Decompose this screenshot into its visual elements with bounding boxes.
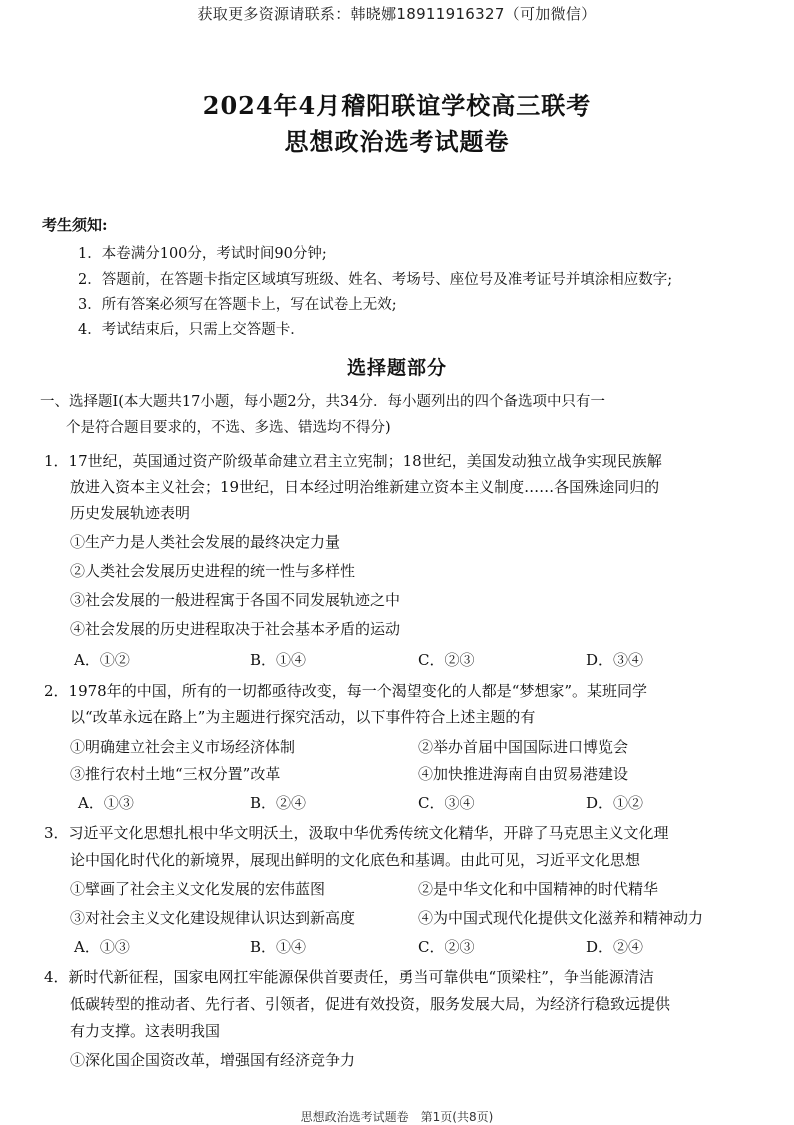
statement: ②举办首届中国国际进口博览会 — [418, 738, 629, 756]
answer-option-b: B．①④ — [250, 938, 307, 956]
statement: ④为中国式现代化提供文化滋养和精神动力 — [418, 909, 704, 927]
statement: ④社会发展的历史进程取决于社会基本矛盾的运动 — [70, 620, 401, 638]
exam-title: 2024年4月稽阳联谊学校高三联考 — [202, 91, 592, 120]
answer-option-d: D．②④ — [586, 938, 644, 956]
question-stem: 放进入资本主义社会；19世纪，日本经过明治维新建立资本主义制度……各国殊途同归的 — [70, 478, 660, 496]
exam-subtitle: 思想政治选考试题卷 — [284, 127, 510, 156]
question-stem: 2．1978年的中国，所有的一切都亟待改变，每一个渴望变化的人都是“梦想家”。某班同学 — [44, 682, 648, 700]
question-stem: 以“改革永远在路上”为主题进行探究活动，以下事件符合上述主题的有 — [70, 708, 536, 726]
question-stem: 有力支撑。这表明我国 — [70, 1022, 221, 1040]
statement: ①擘画了社会主义文化发展的宏伟蓝图 — [70, 880, 326, 898]
section-instruction: 个是符合题目要求的，不选、多选、错选均不得分) — [66, 420, 391, 436]
answer-option-d: D．③④ — [586, 651, 644, 669]
statement: ④加快推进海南自由贸易港建设 — [418, 765, 629, 783]
notice-item: 2．答题前，在答题卡指定区域填写班级、姓名、考场号、座位号及准考证号并填涂相应数字; — [78, 272, 673, 288]
statement: ③推行农村土地“三权分置”改革 — [70, 765, 281, 783]
answer-option-c: C．③④ — [418, 794, 475, 812]
statement: ①深化国企国资改革，增强国有经济竞争力 — [70, 1051, 356, 1069]
answer-option-b: B．①④ — [250, 651, 307, 669]
answer-option-c: C．②③ — [418, 938, 475, 956]
answer-option-d: D．①② — [586, 794, 644, 812]
notice-heading: 考生须知: — [42, 216, 108, 234]
statement: ②人类社会发展历史进程的统一性与多样性 — [70, 562, 356, 580]
statement: ③对社会主义文化建设规律认识达到新高度 — [70, 909, 356, 927]
question-stem: 论中国化时代化的新境界，展现出鲜明的文化底色和基调。由此可见，习近平文化思想 — [70, 851, 641, 869]
answer-option-a: A．①③ — [74, 938, 130, 956]
notice-item: 1．本卷满分100分，考试时间90分钟; — [78, 246, 327, 262]
section-title: 选择题部分 — [346, 357, 447, 379]
page-footer: 思想政治选考试题卷 第1页(共8页) — [300, 1110, 494, 1124]
statement: ①明确建立社会主义市场经济体制 — [70, 738, 296, 756]
statement: ①生产力是人类社会发展的最终决定力量 — [70, 533, 341, 551]
notice-item: 4．考试结束后，只需上交答题卡． — [78, 322, 305, 338]
question-stem: 1．17世纪，英国通过资产阶级革命建立君主立宪制；18世纪，美国发动独立战争实现民族解 — [44, 452, 662, 470]
answer-option-a: A．①② — [74, 651, 130, 669]
question-stem: 3．习近平文化思想扎根中华文明沃土，汲取中华优秀传统文化精华，开辟了马克思主义文化理 — [44, 824, 669, 842]
question-stem: 历史发展轨迹表明 — [70, 504, 191, 522]
notice-item: 3．所有答案必须写在答题卡上，写在试卷上无效; — [78, 297, 397, 313]
answer-option-b: B．②④ — [250, 794, 307, 812]
watermark-contact: 获取更多资源请联系：韩晓娜18911916327（可加微信） — [197, 5, 597, 23]
section-instruction: 一、选择题Ⅰ(本大题共17小题，每小题2分，共34分．每小题列出的四个备选项中只有一 — [40, 394, 606, 410]
question-stem: 低碳转型的推动者、先行者、引领者，促进有效投资，服务发展大局，为经济行稳致远提供 — [70, 995, 671, 1013]
question-stem: 4．新时代新征程，国家电网扛牢能源保供首要责任，勇当可靠供电“顶梁柱”，争当能源清洁 — [44, 968, 654, 986]
statement: ③社会发展的一般进程寓于各国不同发展轨迹之中 — [70, 591, 401, 609]
statement: ②是中华文化和中国精神的时代精华 — [418, 880, 659, 898]
answer-option-c: C．②③ — [418, 651, 475, 669]
answer-option-a: A．①③ — [78, 794, 134, 812]
